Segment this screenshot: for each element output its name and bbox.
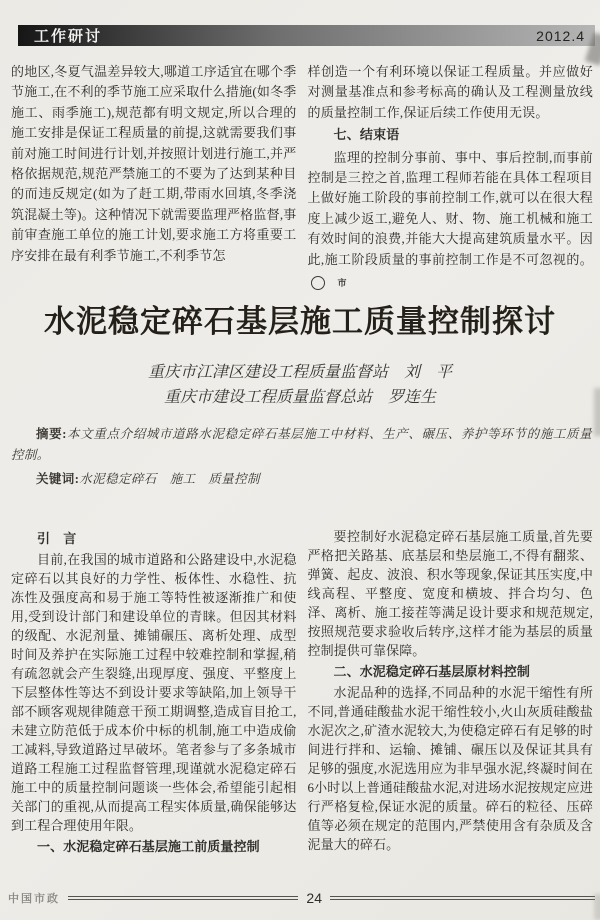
keywords-text: 水泥稳定碎石 施工 质量控制 <box>79 472 260 486</box>
paragraph: 目前,在我国的城市道路和公路建设中,水泥稳定碎石以其良好的力学性、板体性、水稳性、抗冻性及强度高和易于施工等特性被逐渐推广和使用,受到设计部门和建设单位的青睐。但因其材料的级配、水泥剂量、摊铺碾压、离析处理、成型时间及养护在实际施工过程中较难控制和掌握,稍有疏忽就会产生裂缝,出现厚度、强度、平整度上下层整体性等达不到设计要求等缺陷,加上领导干部不顾客观规律随意干预工期调整,造成盲目抢工,未建立防范低于成本价中标的机制,施工中造成偷工减料,导致道路过早破坏。笔者参与了多条城市道路工程施工过程监督管理,现谨就水泥稳定碎石施工中的质量控制问题谈一些体会,希望能引起相关部门的重视,从而提高工程实体质量,确保能够达到工程合理使用年限。 <box>11 552 297 833</box>
author-line: 重庆市江津区建设工程质量监督站 刘 平 <box>147 364 452 381</box>
paragraph: 的地区,冬夏气温差异较大,哪道工序适宜在哪个季节施工,在不利的季节施工应采取什么措施(如冬季施工、雨季施工),规范都有明文规定,所以合理的施工安排是保证工程质量的前提,这就需要我们事前对施工时间进行计划,并按照计划进行施工,并严格依据规范,规范严禁施工的不要为了达到某种目的而违反规定(如为了赶工期,带雨水回填,冬季浇筑混凝土等)。这种情况下就需要监理严格监督,事前审查施工单位的施工计划,要求施工方将重要工序安排在最有利季节施工,不利季节怎 <box>11 64 297 263</box>
section-1-heading: 一、水泥稳定碎石基层施工前质量控制 <box>37 839 260 854</box>
author-block <box>0 360 600 410</box>
abstract-paragraph <box>11 424 592 466</box>
previous-article-right-column <box>308 62 594 290</box>
abstract-label: 摘要: <box>36 427 67 441</box>
author-line: 重庆市建设工程质量监督总站 罗连生 <box>163 389 436 406</box>
paragraph: 样创造一个有利环境以保证工程质量。并应做好对测量基准点和参考标高的确认及工程测量放线的质量控制工作,保证后续工作使用无误。 <box>307 64 593 120</box>
previous-article-columns <box>0 62 600 290</box>
previous-article-left-column <box>11 62 297 290</box>
footer-rule-left <box>68 896 298 900</box>
header-section-label: 工作研讨 <box>34 28 103 45</box>
section-2-heading: 二、水泥稳定碎石基层原材料控制 <box>333 664 531 679</box>
keywords-label: 关键词: <box>36 472 80 486</box>
abstract-text: 本文重点介绍城市道路水泥稳定碎石基层施工中材料、生产、碾压、养护等环节的施工质量控制。 <box>11 427 592 462</box>
article-body-right-column <box>308 527 594 858</box>
paragraph <box>308 148 594 291</box>
section-heading: 七、结束语 <box>333 127 400 143</box>
keywords-paragraph <box>11 469 592 490</box>
paragraph-text: 监理的控制分事前、事中、事后控制,而事前控制是三控之首,监理工程师若能在具体工程项目上做好施工阶段的事前控制工作,就可以在很大程度上减少返工,避免人、财、物、施工机械和施工有效时间的浪费,并能大大提高建筑质量水平。因此,施工阶段质量的事前控制工作是不可忽视的。 <box>307 149 593 267</box>
header-bar <box>18 25 595 46</box>
article-end-icon: 市 <box>311 276 325 290</box>
article-body-columns <box>0 527 600 858</box>
paragraph: 水泥品种的选择,不同品种的水泥干缩性有所不同,普通硅酸盐水泥干缩性较小,火山灰质硅酸盐水泥次之,矿渣水泥较大,为使稳定碎石有足够的时间进行拌和、运输、摊铺、碾压以及保证其具有足够的强度,水泥选用应为非早强水泥,终凝时间在6小时以上普通硅酸盐水泥,对进场水泥按规定应进行严格复检,保证水泥的质量。碎石的粒径、压碎值等必须在规定的范围内,严禁使用含有杂质及含泥量大的碎石。 <box>307 685 593 852</box>
footer-rule-right <box>330 896 595 900</box>
page-number: 24 <box>306 890 322 906</box>
page-footer <box>8 890 595 906</box>
intro-heading: 引 言 <box>37 531 77 546</box>
journal-logo: 中国市政 <box>8 893 60 905</box>
paragraph: 要控制好水泥稳定碎石基层施工质量,首先要严格把关路基、底基层和垫层施工,不得有翻浆、弹簧、起皮、波浪、积水等现象,保证其压实度,中线高程、平整度、宽度和横坡、拌合均匀、色泽、离析、施工接茬等满足设计要求和规范规定,按照规范要求验收后转序,这样才能为基层的质量控制提供可靠保障。 <box>307 529 593 658</box>
header-issue-label: 2012.4 <box>536 27 585 44</box>
abstract-block <box>11 424 592 490</box>
article-title: 水泥稳定碎石基层施工质量控制探讨 <box>44 304 556 339</box>
article-body-left-column <box>11 527 297 858</box>
